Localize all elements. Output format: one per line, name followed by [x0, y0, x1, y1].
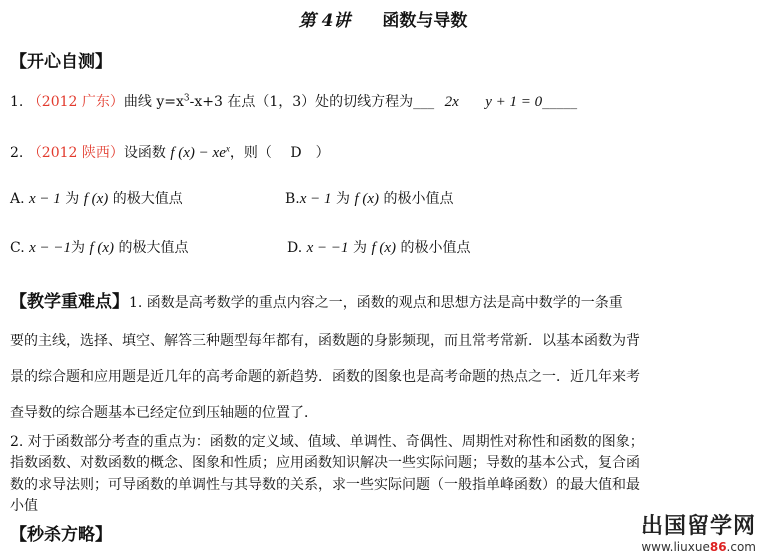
paragraph-2-line-2: 指数函数、对数函数的概念、图象和性质；应用函数知识解决一些实际问题；导数的基本公式，复合函: [10, 455, 640, 471]
option-label: D.: [287, 240, 303, 256]
section-heading-strategy: 【秒杀方略】: [10, 525, 112, 545]
watermark-logo: [641, 509, 756, 554]
option-tail: 的极大值点: [112, 191, 183, 207]
option-tail: 的极大值点: [118, 240, 189, 256]
option-function: f (x): [83, 191, 109, 207]
option-word: 为: [71, 240, 86, 256]
option-condition: x − 1: [29, 191, 61, 207]
question-2: [10, 142, 330, 162]
option-word: 为: [353, 240, 367, 256]
paragraph-2-line-4: 小值: [10, 498, 38, 514]
page-title: [0, 6, 766, 31]
paragraph-2-line-1: 2. 对于函数部分考查的重点为：函数的定义域、值域、单调性、奇偶性、周期性对称性和函数的图象；: [10, 434, 644, 450]
question-text-cont: ，则（: [229, 145, 272, 161]
option-word: 为: [335, 191, 350, 207]
question-number: 2.: [10, 145, 24, 161]
question-1: [10, 91, 577, 111]
exponent: 3: [183, 93, 190, 104]
answer-blank: _____: [542, 94, 578, 110]
lecture-number: 第 4讲: [298, 11, 351, 31]
paren-close: ）: [315, 145, 330, 161]
option-condition: x − −1: [306, 240, 349, 256]
exponent: x: [225, 143, 230, 154]
answer-part-2: y + 1 = 0: [485, 94, 543, 110]
key-points-block: [10, 287, 623, 312]
paragraph-1-line-3: 景的综合题和应用题是近几年的高考命题的新趋势．函数的图象也是高考命题的热点之一．近几年来考: [10, 369, 640, 385]
option-function: f (x): [371, 240, 397, 256]
lecture-topic: 函数与导数: [382, 11, 468, 31]
section-heading-self-test: 【开心自测】: [10, 52, 112, 72]
paragraph-1-line-2: 要的主线，选择、填空、解答三种题型每年都有，函数题的身影频现，而且常考常新．以基本函数为背: [10, 333, 640, 349]
question-text: 设函数: [123, 145, 166, 161]
option-condition: x − 1: [299, 191, 332, 207]
option-condition: x − −1: [29, 240, 72, 256]
paragraph-2-line-3: 数的求导法则；可导函数的单调性与其导数的关系，求一些实际问题（一般指单峰函数）的最大值和最: [10, 477, 640, 493]
question-source: （2012 陕西）: [27, 145, 124, 161]
watermark-url: [641, 540, 756, 554]
answer-choice: D: [290, 145, 302, 161]
option-tail: 的极小值点: [383, 191, 454, 207]
section-heading-key-points: 【教学重难点】: [10, 292, 129, 312]
option-function: f (x): [89, 240, 115, 256]
answer-part-1: 2x: [444, 94, 459, 110]
paragraph-1-line-4: 查导数的综合题基本已经定位到压轴题的位置了．: [10, 405, 318, 421]
option-function: f (x): [354, 191, 380, 207]
option-c: [10, 237, 189, 257]
question-source: （2012 广东）: [27, 94, 124, 110]
option-label: B.: [285, 191, 300, 207]
option-word: 为: [65, 191, 80, 207]
option-tail: 的极小值点: [400, 240, 471, 256]
question-text: 曲线 y=x: [123, 94, 184, 110]
watermark-url-highlight: 86: [709, 540, 727, 554]
paragraph-1-line-1: 1. 函数是高考数学的重点内容之一，函数的观点和思想方法是高中数学的一条重: [129, 295, 623, 311]
watermark-url-part: www.liuxue: [641, 540, 710, 554]
option-label: A.: [10, 191, 25, 207]
option-a: [10, 188, 183, 208]
option-label: C.: [10, 240, 25, 256]
function-expression: f (x) − xe: [170, 145, 226, 161]
question-number: 1.: [10, 94, 24, 110]
question-text-cont: -x+3 在点（1，3）处的切线方程为___: [189, 94, 435, 110]
option-b: [285, 188, 453, 208]
watermark-title: 出国留学网: [640, 514, 756, 539]
watermark-url-part: .com: [726, 540, 756, 554]
option-d: [287, 237, 470, 257]
